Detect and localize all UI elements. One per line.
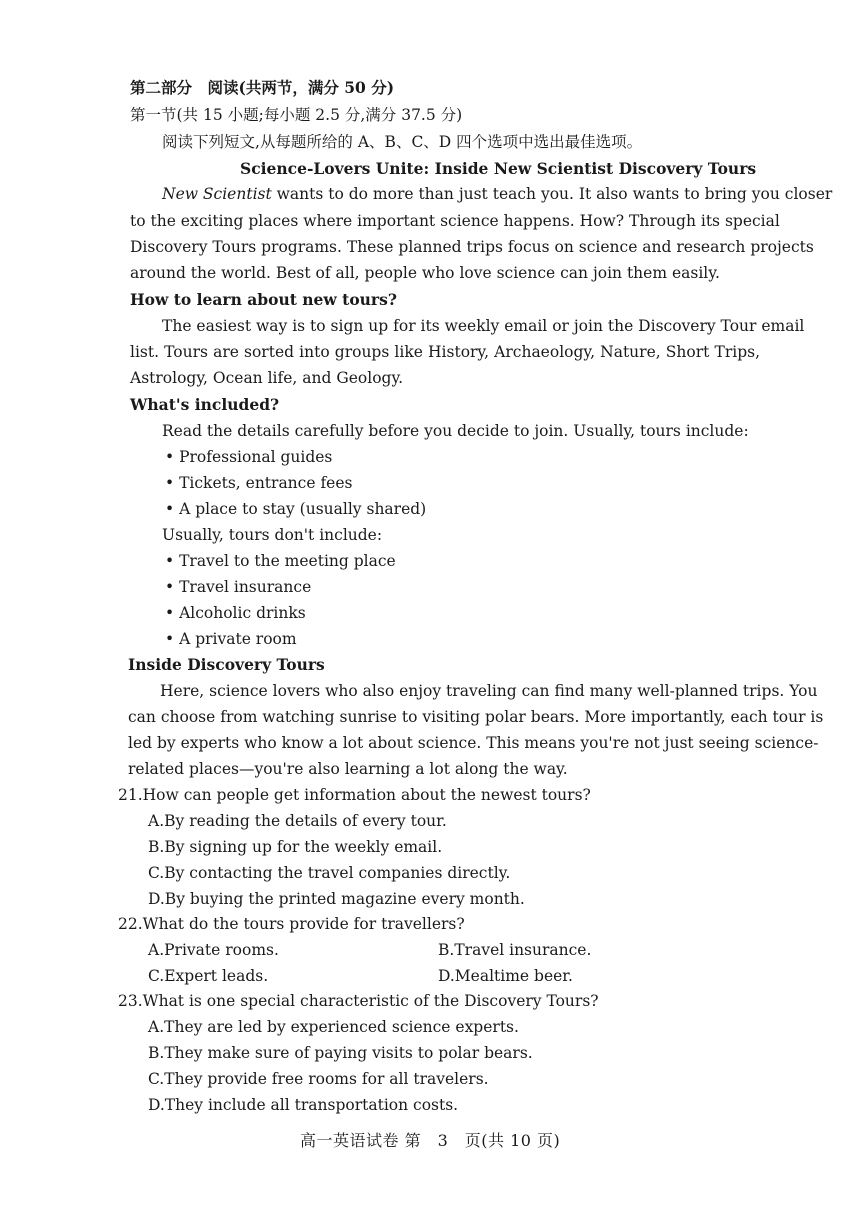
passage-title: Science-Lovers Unite: Inside New Scientist Discovery Tours	[240, 159, 757, 178]
learn-line-1: The easiest way is to sign up for its weekly email or join the Discovery Tour email	[162, 317, 805, 335]
intro-line-4: around the world. Best of all, people who love science can join them easily.	[130, 264, 720, 282]
intro-line-2: to the exciting places where important science happens. How? Through its special	[130, 212, 780, 230]
question-21-option-d: D.By buying the printed magazine every month.	[148, 890, 525, 908]
question-21-stem: 21.How can people get information about the newest tours?	[118, 786, 591, 804]
inside-line-3: led by experts who know a lot about science. This means you're not just seeing science-	[128, 734, 819, 752]
excluded-item: • A private room	[165, 630, 297, 648]
question-22-option-a: A.Private rooms.	[148, 941, 279, 959]
excluded-intro: Usually, tours don't include:	[162, 526, 383, 544]
included-intro: Read the details carefully before you decide to join. Usually, tours include:	[162, 422, 749, 440]
question-21-option-b: B.By signing up for the weekly email.	[148, 838, 443, 856]
heading-inside: Inside Discovery Tours	[128, 655, 325, 674]
excluded-item: • Travel insurance	[165, 578, 312, 596]
inside-line-1: Here, science lovers who also enjoy traveling can find many well-planned trips. You	[160, 682, 818, 700]
question-23-option-d: D.They include all transportation costs.	[148, 1096, 459, 1114]
heading-learn: How to learn about new tours?	[130, 290, 397, 309]
part-heading: 第二部分 阅读(共两节，满分 50 分)	[130, 78, 395, 97]
question-22-option-b: B.Travel insurance.	[438, 941, 592, 959]
included-item: • Tickets, entrance fees	[165, 474, 353, 492]
inside-line-2: can choose from watching sunrise to visiting polar bears. More importantly, each tour is	[128, 708, 824, 726]
question-21-option-c: C.By contacting the travel companies directly.	[148, 864, 511, 882]
heading-included: What's included?	[130, 395, 280, 414]
page-footer: 高一英语试卷 第 3 页(共 10 页)	[300, 1131, 561, 1150]
question-22-stem: 22.What do the tours provide for travellers?	[118, 915, 465, 933]
intro-line-1	[162, 184, 833, 204]
instruction: 阅读下列短文,从每题所给的 A、B、C、D 四个选项中选出最佳选项。	[162, 133, 643, 151]
question-21-option-a: A.By reading the details of every tour.	[148, 812, 447, 830]
included-item: • A place to stay (usually shared)	[165, 500, 427, 518]
learn-line-3: Astrology, Ocean life, and Geology.	[130, 369, 404, 387]
question-23-option-c: C.They provide free rooms for all travelers.	[148, 1070, 489, 1088]
magazine-name: New Scientist	[162, 185, 272, 203]
question-22-option-d: D.Mealtime beer.	[438, 967, 573, 985]
excluded-item: • Alcoholic drinks	[165, 604, 306, 622]
intro-line-1-text: wants to do more than just teach you. It also wants to bring you closer	[271, 185, 833, 203]
question-23-option-b: B.They make sure of paying visits to polar bears.	[148, 1044, 533, 1062]
sub-heading: 第一节(共 15 小题;每小题 2.5 分,满分 37.5 分)	[130, 106, 463, 124]
question-22-option-c: C.Expert leads.	[148, 967, 269, 985]
question-23-option-a: A.They are led by experienced science experts.	[148, 1018, 519, 1036]
intro-line-3: Discovery Tours programs. These planned trips focus on science and research projects	[130, 238, 814, 256]
inside-line-4: related places—you're also learning a lot along the way.	[128, 760, 568, 778]
question-23-stem: 23.What is one special characteristic of the Discovery Tours?	[118, 992, 599, 1010]
excluded-item: • Travel to the meeting place	[165, 552, 396, 570]
learn-line-2: list. Tours are sorted into groups like History, Archaeology, Nature, Short Trips,	[130, 343, 760, 361]
included-item: • Professional guides	[165, 448, 333, 466]
